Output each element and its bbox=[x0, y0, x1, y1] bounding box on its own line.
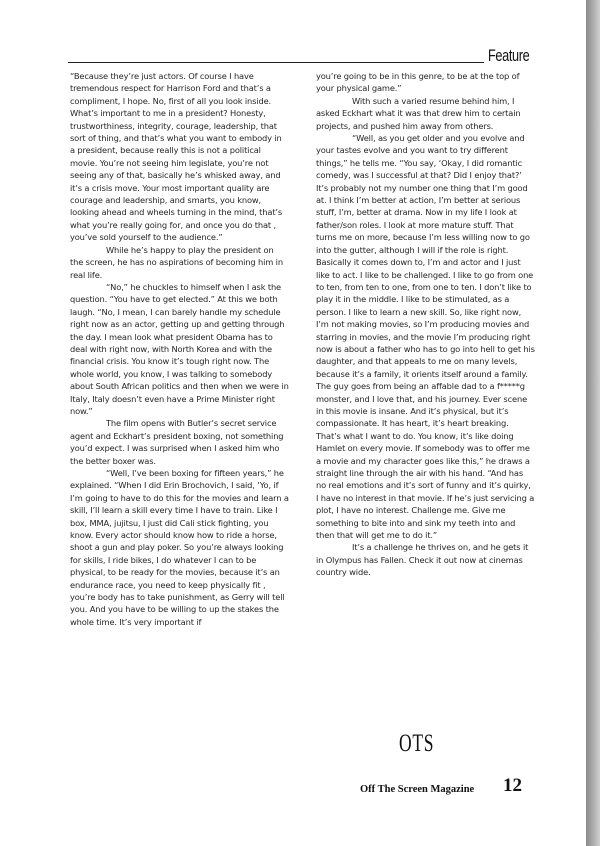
section-heading: Feature bbox=[488, 46, 530, 65]
paragraph: “Because they’re just actors. Of course I have tremendous respect for Harrison Ford and that’s a compliment, I hope. No, first of all you look inside. What’s important to me in a president? Honesty, trustworthiness, integrity, courage, leadership, that sort of thing, and that’s what you want to embody in a president, because really this is not a political movie. You’re not seeing him legislate, you’re not seeing any of that, basically he’s whisked away, and it’s a crisis move. Your most important quality are courage and leadership, and smarts, you know, looking ahead and wheels turning in the mind, that’s what you’re really going for, and once you do that , you’ve sold yourself to the audience.” bbox=[70, 71, 283, 243]
paragraph: “No,” he chuckles to himself when I ask the question. “You have to get elected.” At this we both laugh. “No, I mean, I can barely handle my schedule right now as an actor, getting up and getting through the day. I mean look what president Obama has to deal with right now, with North Korea and with the financial crisis. You know it’s tough right now. The whole world, you know, I was talking to somebody about South African politics and then when we were in Italy, Italy doesn’t even have a Prime Minister right now.” bbox=[70, 281, 289, 416]
paragraph: “Well, as you get older and you evolve and your tastes evolve and you want to try different things,” he tells me. “You say, ‘Okay, I did romantic comedy, was I successful at that? Did I enjoy that?’ It’s probably not my number one thing that I’m good at. I think I’m better at action, I’m better at serious stuff, I’m, better at drama. Now in my life I look at father/son roles. I look at more mature stuff. That turns me on more, because I’m less willing now to go into the gutter, although I will if the role is right. Basically it comes down to, I’m and actor and I just like to act. I like to be challenged. I like to go from one to ten, from ten to one, from one to ten. I don’t like to play it in the middle. I like to be stimulated, as a person. I like to learn a new skill. So, like right now, I’m not making movies, so I’m producing movies and starring in movies, and the movie I’m producing right now is about a father who has to go into hell to get his daughter, and that appeals to me on many levels, because it’s a family, it orients itself around a family. The guy goes from being an affable dad to a f*****g monster, and I love that, and his journey. Ever scene in this movie is insane. And it’s physical, but it’s compassionate. It has heart, it’s heart breaking. That’s what I want to do. You know, it’s like doing Hamlet on every movie. If somebody was to offer me a movie and my character goes like this,” he draws a straight line through the air with his hand. “And has no real emotions and it’s sort of funny and it’s quirky, I have no interest in that movie. If he’s just servicing a plot, I have no interest. Challenge me. Give me something to bite into and sink my teeth into and then that will get me to do it.” bbox=[316, 133, 535, 541]
ots-logo: OTS bbox=[399, 730, 435, 757]
paragraph: you’re going to be in this genre, to be at the top of your physical game.” bbox=[316, 71, 520, 94]
paragraph: While he’s happy to play the president on the screen, he has no aspirations of becoming him in real life. bbox=[70, 244, 283, 280]
paragraph: It’s a challenge he thrives on, and he gets it in Olympus has Fallen. Check it out now at cinemas country wide. bbox=[316, 542, 529, 578]
header-rule bbox=[68, 62, 484, 63]
paragraph: With such a varied resume behind him, I asked Eckhart what it was that drew him to certain projects, and pushed him away from others. bbox=[316, 95, 521, 131]
paragraph: The film opens with Butler’s secret service agent and Eckhart’s president boxing, not something you’d expect. I was surprised when I asked him who the better boxer was. bbox=[70, 418, 284, 466]
paragraph: “Well, I’ve been boxing for fifteen years,” he explained. “When I did Erin Brochovich, I said, ‘Yo, if I’m going to have to do this for the movies and learn a skill, I’ll learn a skill every time I have to train. Like I box, MMA, jujitsu, I just did Cali stick fighting, you know. Every actor should know how to ride a horse, shoot a gun and play poker. So you’re always looking for skills, I ride bikes, I do whatever I can to be physical, to be ready for the movies, because it’s an endurance race, you need to keep physically fit , you’re body has to take punishment, as Gerry will tell you. And you have to be willing to up the stakes the whole time. It’s very important if bbox=[70, 468, 289, 627]
page-number: 12 bbox=[503, 775, 522, 796]
page-edge-shadow bbox=[586, 0, 600, 846]
left-column bbox=[70, 70, 289, 628]
magazine-name: Off The Screen Magazine bbox=[360, 784, 475, 795]
right-column bbox=[316, 70, 535, 579]
